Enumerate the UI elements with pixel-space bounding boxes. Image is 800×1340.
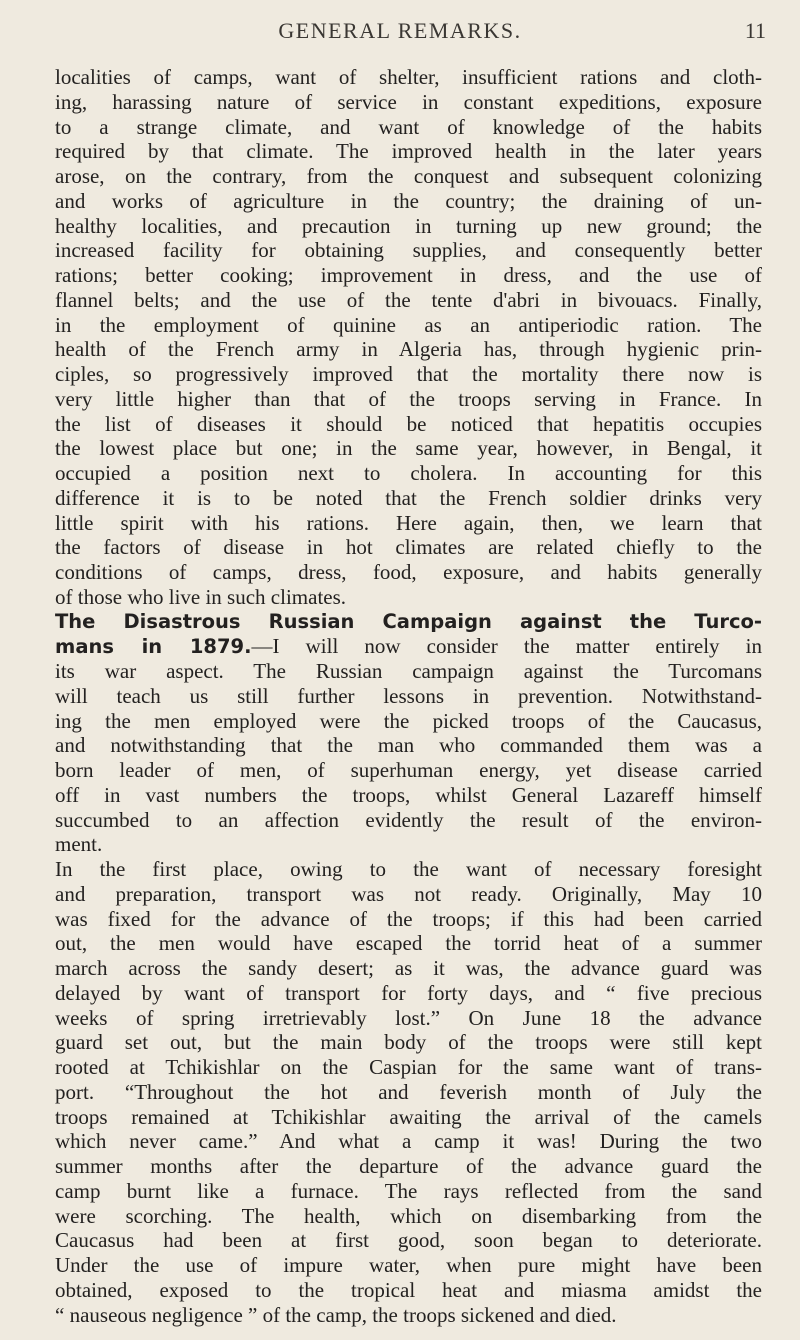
text-line: guard set out, but the main body of the troops were still kept [55,1030,762,1055]
text-line: camp burnt like a furnace. The rays reflected from the sand [55,1178,762,1203]
text-line: the lowest place but one; in the same year, however, in Bengal, it [55,436,762,461]
text-line: summer months after the departure of the advance guard the [55,1154,762,1178]
text-line: ing, harassing nature of service in constant expeditions, exposure [55,89,762,114]
body-text [55,65,762,1327]
text-line: in the employment of quinine as an antiperiodic ration. The [55,312,762,337]
text-line: and notwithstanding that the man who commanded them was a [55,733,762,758]
text-line: ing the men employed were the picked troops of the Caucasus, [55,708,762,733]
text-line: and works of agriculture in the country; the draining of un- [55,188,762,213]
paragraph-transport [55,857,762,1327]
paragraph-algeria [55,65,762,610]
section-heading-continued [55,634,762,659]
page-number: 11 [744,18,766,43]
text-line: healthy localities, and precaution in turning up new ground; the [55,213,762,238]
text-line: march across the sandy desert; as it was, the advance guard was [55,956,762,980]
text-line: was fixed for the advance of the troops; if this had been carried [55,906,762,931]
text-line: which never came.” And what a camp it was! During the two [55,1129,762,1154]
text-line: increased facility for obtaining supplies, and consequently better [55,238,762,263]
text-line: difference it is to be noted that the French soldier drinks very [55,485,762,510]
text-line: port. “Throughout the hot and feverish month of July the [55,1079,762,1104]
text-line: In the first place, owing to the want of necessary foresight [55,857,762,881]
text-line: rooted at Tchikishlar on the Caspian for the same want of trans- [55,1055,762,1079]
text-line: and preparation, transport was not ready. Originally, May 10 [55,881,762,906]
text-line: the list of diseases it should be noticed that hepatitis occupies [55,411,762,436]
text-line: born leader of men, of superhuman energy, yet disease carried [55,758,762,782]
text-line: the factors of disease in hot climates are related chiefly to the [55,535,762,560]
text-line: “ nauseous negligence ” of the camp, the troops sickened and died. [55,1302,617,1327]
text-line: Caucasus had been at first good, soon began to deteriorate. [55,1228,762,1253]
section-heading: The Disastrous Russian Campaign against the Turco- [55,609,762,633]
text-line: ment. [55,832,103,857]
text-line: out, the men would have escaped the torrid heat of a summer [55,931,762,956]
section-russian-campaign [55,610,762,858]
text-line: succumbed to an affection evidently the result of the environ- [55,807,762,832]
text-line: rations; better cooking; improvement in dress, and the use of [55,263,762,287]
text-line: localities of camps, want of shelter, insufficient rations and cloth- [55,65,762,89]
running-title: GENERAL REMARKS. [278,18,522,43]
text-line: obtained, exposed to the tropical heat and miasma amidst the [55,1277,762,1302]
text-line: health of the French army in Algeria has, through hygienic prin- [55,337,762,362]
text-line: its war aspect. The Russian campaign against the Turcomans [55,659,762,683]
text-line: required by that climate. The improved health in the later years [55,139,762,164]
text-line: to a strange climate, and want of knowledge of the habits [55,114,762,139]
section-heading-lead: mans in 1879. [55,635,252,659]
text-line: little spirit with his rations. Here again, then, we learn that [55,510,762,535]
text-line: troops remained at Tchikishlar awaiting the arrival of the camels [55,1104,762,1129]
text-line: weeks of spring irretrievably lost.” On June 18 the advance [55,1005,762,1030]
text-line: of those who live in such climates. [55,584,347,609]
text-line: ciples, so progressively improved that the mortality there now is [55,362,762,386]
text-line: flannel belts; and the use of the tente d'abri in bivouacs. Finally, [55,287,762,312]
text-run: —I will now consider the matter entirely in [251,634,762,659]
text-line: off in vast numbers the troops, whilst General Lazareff himself [55,782,762,807]
text-line: arose, on the contrary, from the conquest and subsequent colonizing [55,164,762,188]
text-line: were scorching. The health, which on disembarking from the [55,1203,762,1228]
text-line: conditions of camps, dress, food, exposure, and habits generally [55,560,762,584]
text-line: occupied a position next to cholera. In accounting for this [55,461,762,485]
text-line: delayed by want of transport for forty days, and “ five precious [55,980,762,1005]
running-head [0,18,800,58]
text-line: Under the use of impure water, when pure might have been [55,1253,762,1277]
text-line: very little higher than that of the troops serving in France. In [55,386,762,411]
text-line: will teach us still further lessons in prevention. Notwithstand- [55,683,762,708]
